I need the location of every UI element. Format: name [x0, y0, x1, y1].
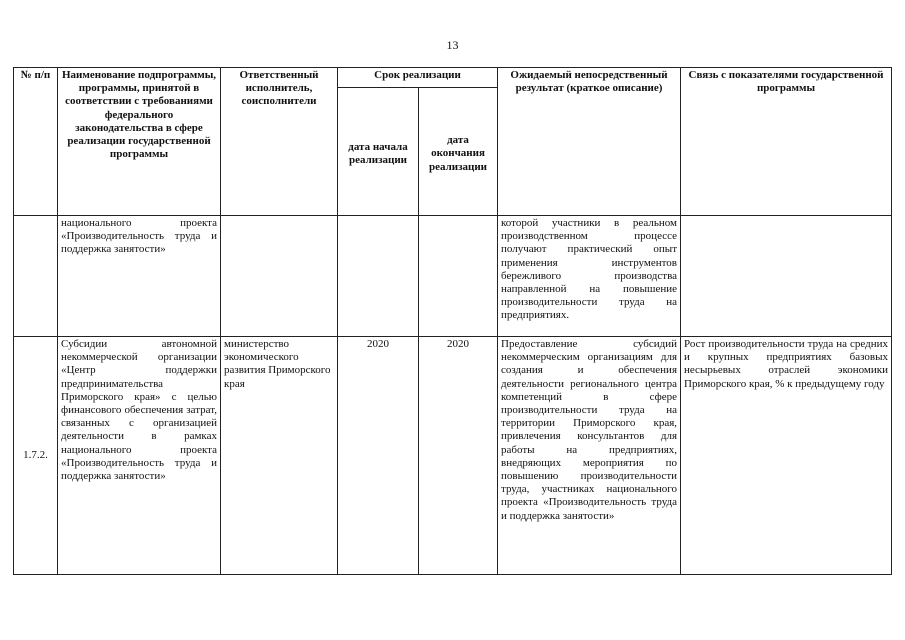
- row-num: 1.7.2.: [14, 337, 58, 575]
- row-executor: министерство экономического развития Приморского края: [221, 337, 338, 575]
- row-executor: [221, 216, 338, 337]
- row-name: Субсидии автономной некоммерческой организации «Центр поддержки предпринимательства Приморского края» с целью финансового обеспечения затрат, связанных с организацией деятельности в рамках национального проекта «Производительность труда и поддержка занятости»: [58, 337, 221, 575]
- row-start: [338, 216, 419, 337]
- row-end: [419, 216, 498, 337]
- row-num: [14, 216, 58, 337]
- row-result: которой участники в реальном производственном процессе получают практический опыт применения инструментов бережливого производства направленной на повышение производительности труда на предприятиях.: [498, 216, 681, 337]
- header-result: Ожидаемый непосредственный результат (краткое описание): [498, 68, 681, 216]
- program-table: [13, 67, 892, 575]
- row-link: [681, 216, 892, 337]
- header-num: № п/п: [14, 68, 58, 216]
- row-link: Рост производительности труда на средних и крупных предприятиях базовых несырьевых отраслей экономики Приморского края, % к предыдущему году: [681, 337, 892, 575]
- header-term: Срок реализации: [338, 68, 498, 88]
- table-row: [14, 216, 892, 337]
- header-executor: Ответственный исполнитель, соисполнители: [221, 68, 338, 216]
- header-start-date: дата начала реализации: [338, 88, 419, 216]
- row-end: 2020: [419, 337, 498, 575]
- header-end-date: дата окончания реализации: [419, 88, 498, 216]
- page-number: 13: [446, 38, 459, 52]
- row-start: 2020: [338, 337, 419, 575]
- header-link: Связь с показателями государственной программы: [681, 68, 892, 216]
- row-name: национального проекта «Производительность труда и поддержка занятости»: [58, 216, 221, 337]
- row-result: Предоставление субсидий некоммерческим организациям для создания и обеспечения деятельности регионального центра компетенций в сфере производительности труда на территории Приморского края, привлечения консультантов для работы на предприятиях, внедряющих мероприятия по повышению производительности труда, участниках национального проекта «Производительность труда и поддержка занятости»: [498, 337, 681, 575]
- header-name: Наименование подпрограммы, программы, принятой в соответствии с требованиями федерального законодательства в сфере реализации государственной программы: [58, 68, 221, 216]
- table-row: [14, 337, 892, 575]
